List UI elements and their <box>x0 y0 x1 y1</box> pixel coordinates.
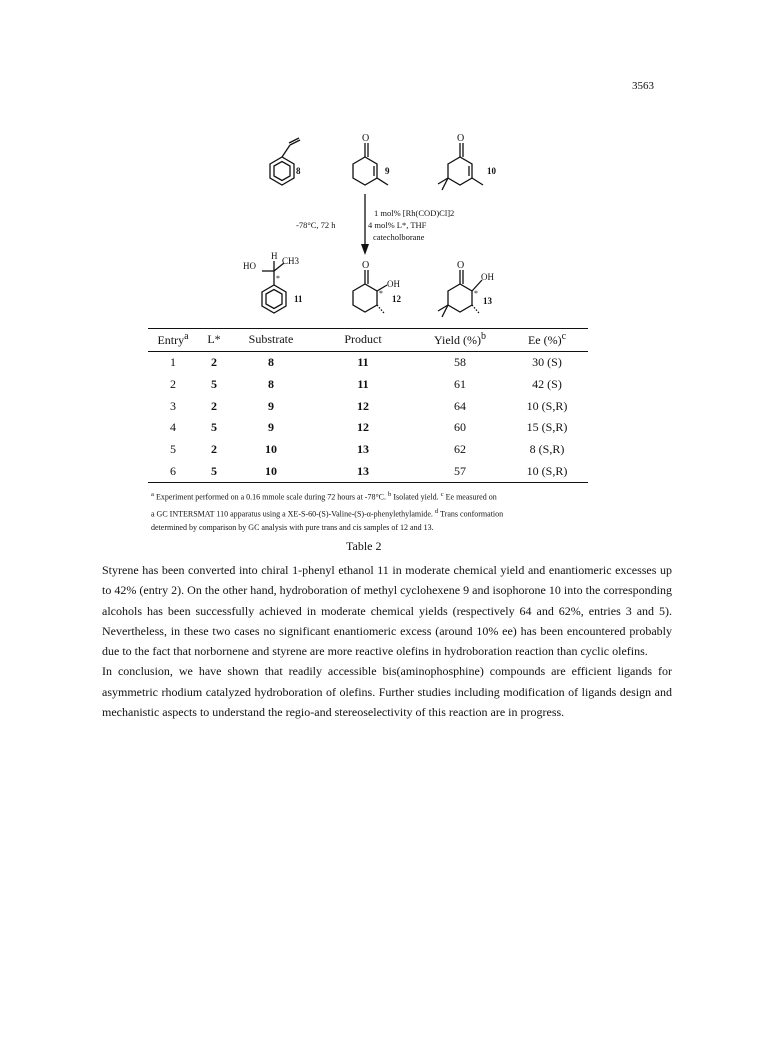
label-h: H <box>271 251 278 261</box>
cell-product: 13 <box>357 442 369 457</box>
label-o-9: O <box>362 133 370 144</box>
cell-product: 11 <box>357 377 369 392</box>
table-row <box>148 352 588 374</box>
isophorone-10-structure <box>438 143 483 190</box>
paragraph-conclusion: In conclusion, we have shown that readily accessible bis(aminophosphine) compounds are efficient ligands for asymmetric rhodium catalyzed hydroboration of olefins. Further studies including modification of ligands design and mechanistic aspects to understand the regio-and stereoselectivity of this reaction are in progress. <box>102 664 672 720</box>
page-number: 3563 <box>632 80 654 92</box>
alcohol-11-structure <box>262 261 286 313</box>
cell-entry: 5 <box>170 442 176 457</box>
table-row <box>148 374 588 396</box>
compound-12-label: 12 <box>392 294 401 304</box>
body-text <box>102 560 672 722</box>
cell-ee: 42 (S) <box>532 377 562 392</box>
cell-product: 12 <box>357 398 369 413</box>
cell-substrate: 9 <box>268 420 274 435</box>
cell-ligand: 2 <box>211 398 217 413</box>
cell-ligand: 2 <box>211 442 217 457</box>
cell-entry: 2 <box>170 377 176 392</box>
cell-substrate: 8 <box>268 377 274 392</box>
label-o-10: O <box>457 133 465 144</box>
footnote-line-2: a GC INTERSMAT 110 apparatus using a XE-S-60-(S)-Valine-(S)-α-phenylethylamide. $^d$ Trans conformation <box>151 507 504 519</box>
cell-ee: 10 (S,R) <box>526 398 568 413</box>
label-ch3: CH3 <box>282 256 300 266</box>
table-header-row <box>148 329 588 352</box>
col-product-header: Product <box>312 329 414 352</box>
cell-entry: 6 <box>148 460 198 482</box>
table-row <box>148 395 588 417</box>
col-substrate-header: Substrate <box>230 329 312 352</box>
styrene-structure <box>270 138 300 185</box>
footnote-line-1: $^a$ Experiment performed on a 0.16 mmole scale during 72 hours at -78°C. $^b$ Isolated yield. $^c$ Ee measured on <box>151 491 497 502</box>
col-ee-header: Ee (%)$^c$ <box>506 329 588 352</box>
cell-substrate: 9 <box>268 398 274 413</box>
label-oh-12: OH <box>387 279 400 289</box>
compound-8-label: 8 <box>296 166 301 176</box>
stereocenter-star-12: * <box>379 289 383 298</box>
compound-10-label: 10 <box>487 166 496 176</box>
paragraph-results: Styrene has been converted into chiral 1-phenyl ethanol 11 in moderate chemical yield and enantiomeric excesses up to 42% (entry 2). On the other hand, hydroboration of methyl cyclohexene 9 and isophorone 10 into the corresponding alcohols has been successfully achieved in moderate chemical yields (respectively 64 and 62%, entries 3 and 5). Nevertheless, in these two cases no significant enantiomeric excess (around 10% ee) has been encountered probably due to the fact that norbornene and styrene are more reactive olefins in hydroboration reaction than cyclic olefins. <box>102 563 672 659</box>
cell-yield: 57 <box>414 460 506 482</box>
stereocenter-star-11: * <box>276 274 280 283</box>
condition-ligand: 4 mol% L*, THF <box>368 220 427 230</box>
cell-ee: 15 (S,R) <box>526 420 568 435</box>
col-ligand-header: L* <box>198 329 230 352</box>
footnote-line-3: determined by comparison by GC analysis with pure trans and cis samples of 12 and 13. <box>151 523 434 533</box>
cell-entry: 4 <box>170 420 176 435</box>
label-oh-13: OH <box>481 272 494 282</box>
cell-ligand: 5 <box>211 420 217 435</box>
label-ho: HO <box>243 261 256 271</box>
cell-yield: 64 <box>454 398 466 413</box>
cell-substrate: 10 <box>230 460 312 482</box>
cell-ee: 10 (S,R) <box>506 460 588 482</box>
reaction-arrow-head <box>361 244 369 255</box>
stereocenter-star-13: * <box>474 289 478 298</box>
cell-entry: 3 <box>170 398 176 413</box>
condition-reagent: catecholborane <box>373 232 425 242</box>
col-yield-header: Yield (%)$^b$ <box>414 329 506 352</box>
cell-substrate: 10 <box>265 442 277 457</box>
condition-temperature: -78°C, 72 h <box>296 220 336 230</box>
col-entry-header: Entry$^a$ <box>148 329 198 352</box>
label-o-12: O <box>362 260 370 271</box>
condition-catalyst: 1 mol% [Rh(COD)Cl]2 <box>374 208 455 218</box>
cell-ligand: 2 <box>211 355 217 370</box>
cell-product: 13 <box>312 460 414 482</box>
cell-yield: 60 <box>454 420 466 435</box>
table-row <box>148 439 588 461</box>
table-footnote <box>151 488 611 535</box>
label-o-13: O <box>457 260 465 271</box>
cell-ee: 30 (S) <box>532 355 562 370</box>
table-row <box>148 460 588 482</box>
cell-product: 11 <box>357 355 369 370</box>
cell-ligand: 5 <box>211 377 217 392</box>
compound-13-label: 13 <box>483 296 492 306</box>
cell-yield: 62 <box>454 442 466 457</box>
table-caption: Table 2 <box>346 539 382 553</box>
cell-product: 12 <box>357 420 369 435</box>
cell-entry: 1 <box>170 355 176 370</box>
cell-ligand: 5 <box>198 460 230 482</box>
cell-substrate: 8 <box>268 355 274 370</box>
compound-9-label: 9 <box>385 166 390 176</box>
cell-yield: 61 <box>454 377 466 392</box>
results-table <box>148 328 588 483</box>
reaction-scheme <box>0 0 768 330</box>
table-row <box>148 417 588 439</box>
cell-yield: 58 <box>454 355 466 370</box>
cyclohexenone-9-structure <box>353 143 388 185</box>
cell-ee: 8 (S,R) <box>529 442 565 457</box>
compound-11-label: 11 <box>294 294 303 304</box>
